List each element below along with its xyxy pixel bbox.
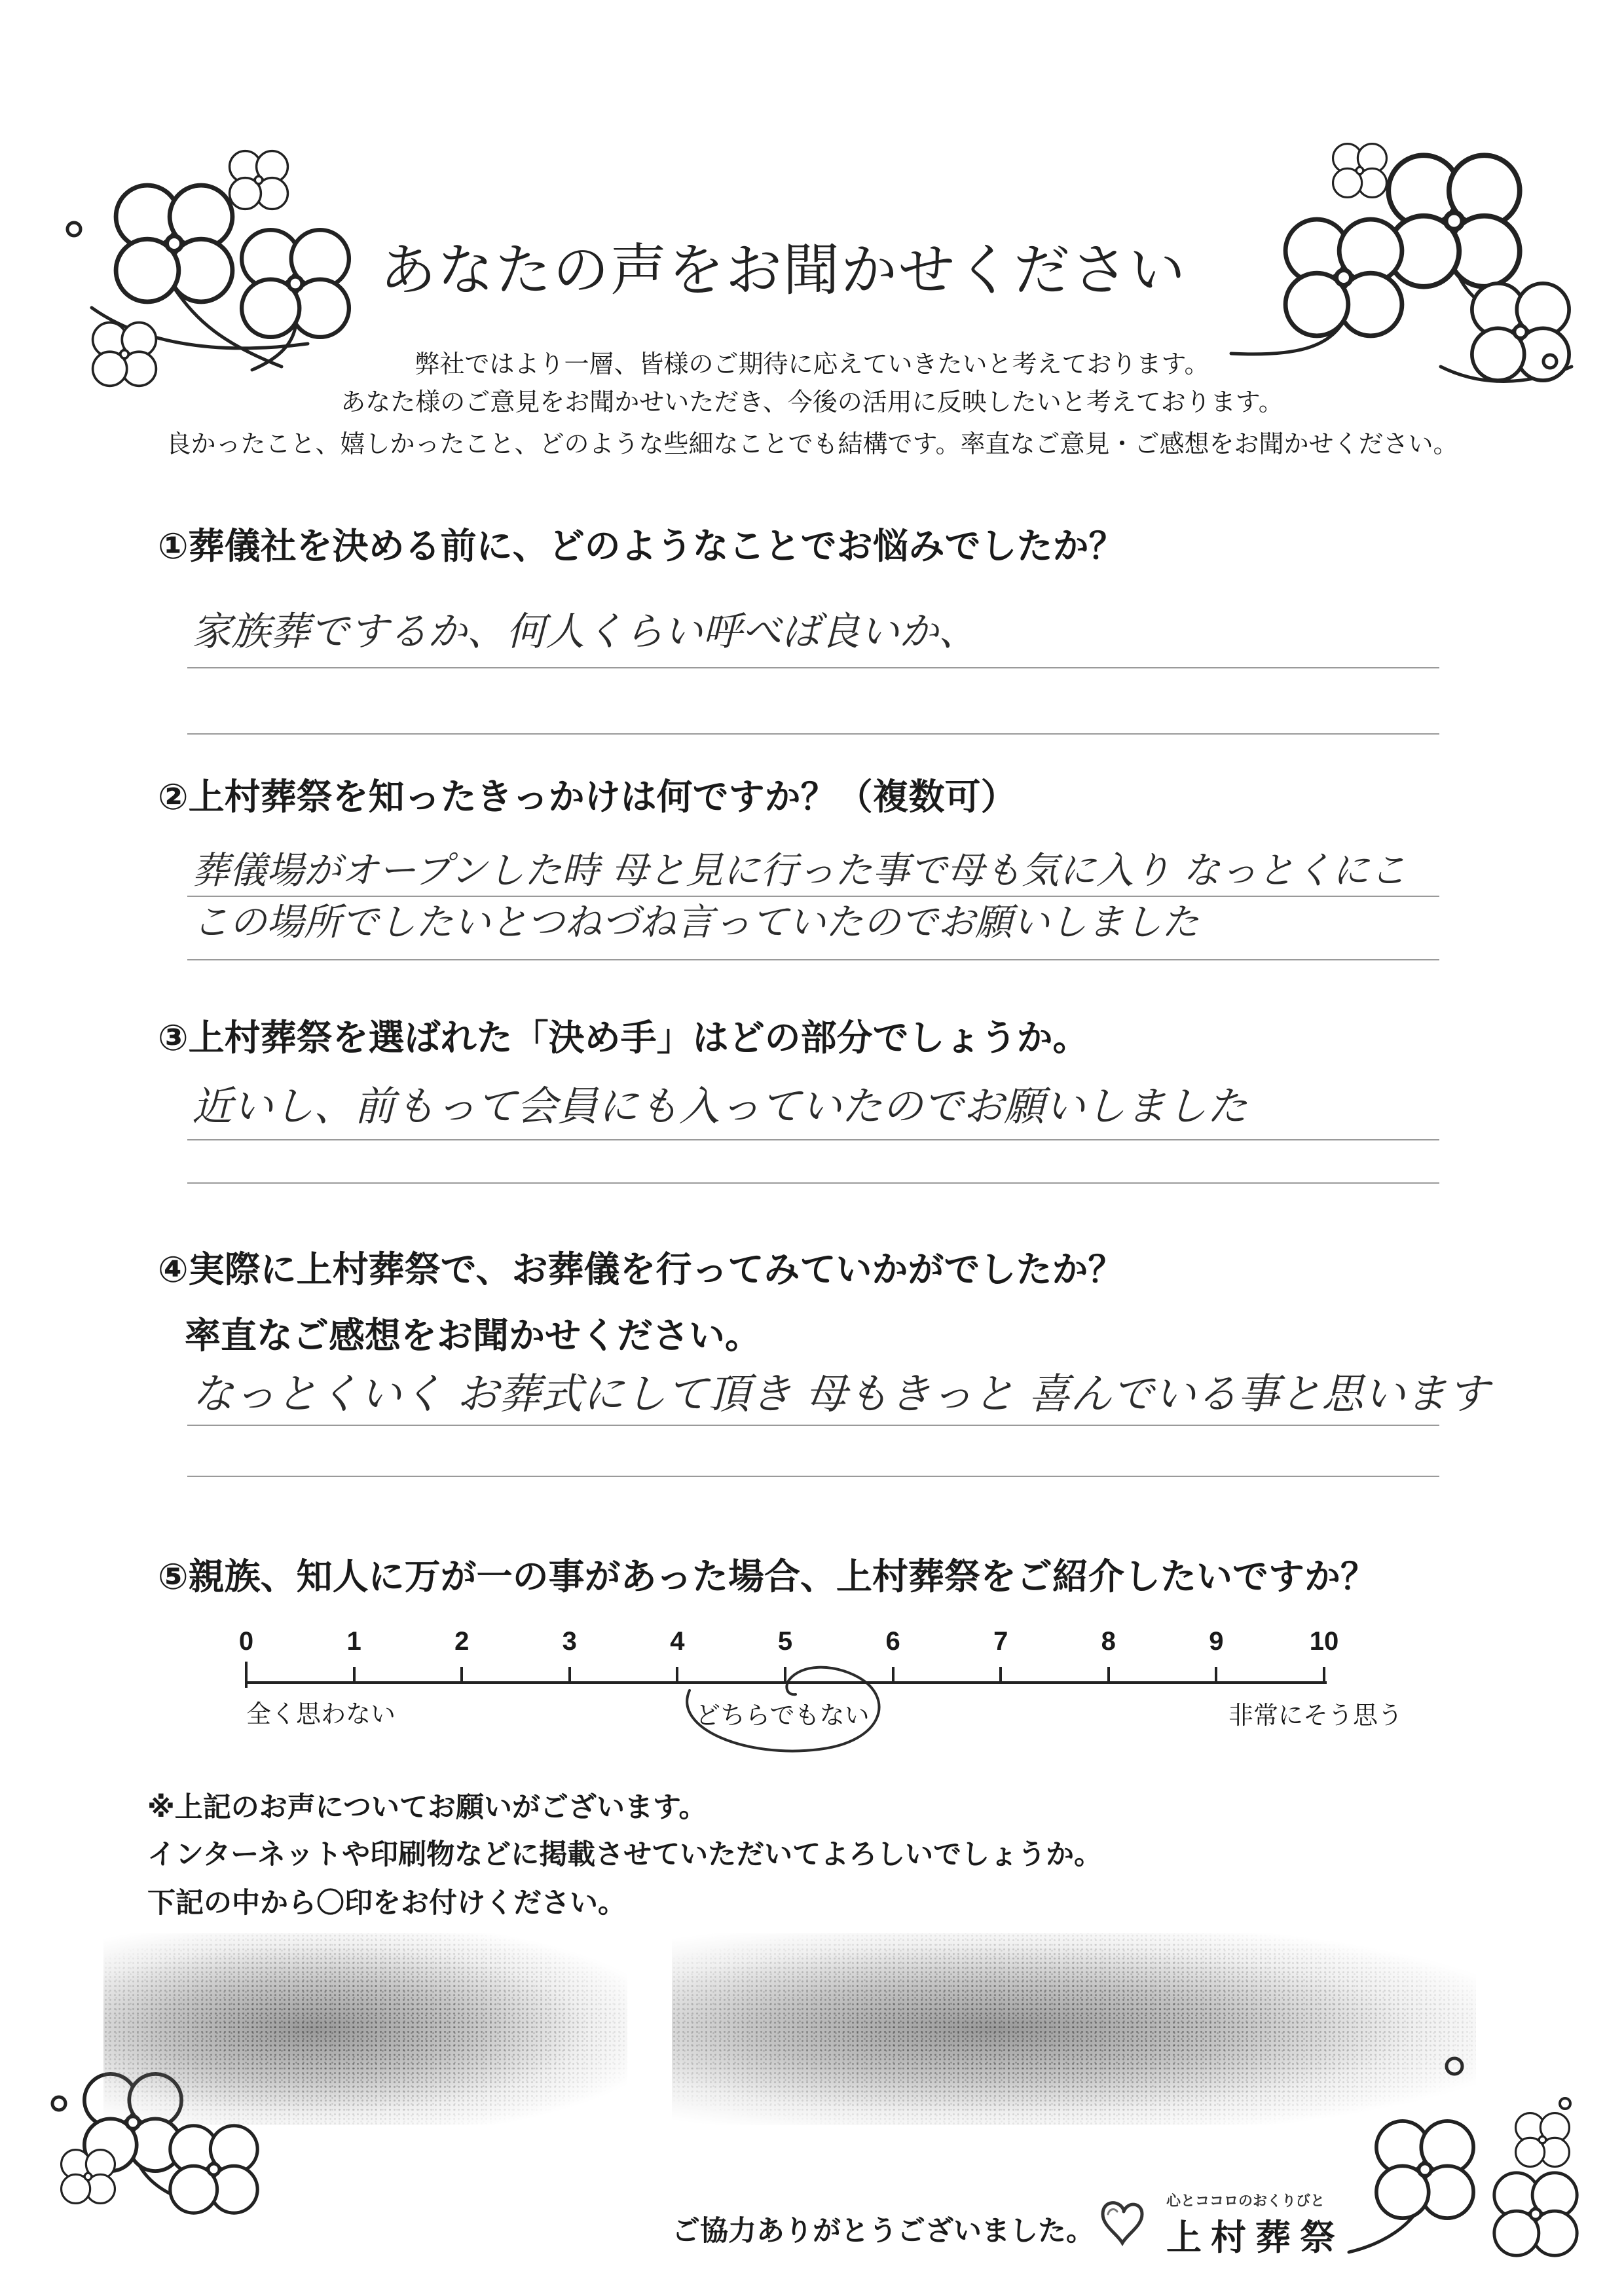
scale-tick-label: 6 <box>885 1627 900 1656</box>
question-5-label: ⑤親族、知人に万が一の事があった場合、上村葬祭をご紹介したいですか？ <box>158 1556 1377 1597</box>
scale-tick-label: 9 <box>1209 1627 1224 1656</box>
scale-mid-label: どちらでもない <box>695 1701 870 1730</box>
clover-stem-decoration <box>133 2149 196 2203</box>
scale-tick-label: 0 <box>238 1627 254 1656</box>
scale-tick-mark <box>568 1667 571 1684</box>
answer-ruled-line <box>187 959 1439 960</box>
redacted-region <box>672 1933 1476 2125</box>
clover-stem-decoration <box>1349 2196 1425 2252</box>
question-2-label: ②上村葬祭を知ったきっかけは何ですか？（複数可） <box>158 776 1017 818</box>
clover-icon <box>116 185 232 302</box>
answer-ruled-line <box>187 1476 1439 1477</box>
answer-ruled-line <box>187 733 1439 735</box>
logo-tagline: 心とココロのおくりびと <box>1166 2193 1325 2210</box>
redacted-region <box>103 1933 627 2125</box>
clover-icon <box>1388 155 1519 286</box>
scale-tick-mark <box>784 1667 786 1684</box>
flower-icon <box>1516 2113 1570 2167</box>
ring-decoration <box>1560 2098 1570 2109</box>
ring-decoration <box>52 2097 65 2110</box>
answer-ruled-line <box>187 1139 1439 1140</box>
scale-tick-mark <box>353 1667 356 1684</box>
notice-line: インターネットや印刷物などに掲載させていただいてよろしいでしょうか。 <box>147 1838 1103 1871</box>
handwritten-circle-mark <box>667 1643 903 1761</box>
scale-tick-mark <box>999 1667 1002 1684</box>
question-4-sublabel: 率直なご感想をお聞かせください。 <box>185 1315 762 1357</box>
question-4-label: ④実際に上村葬祭で、お葬儀を行ってみていかがでしたか？ <box>158 1248 1124 1290</box>
answer-ruled-line <box>187 1425 1439 1426</box>
scale-tick-label: 3 <box>562 1627 577 1656</box>
scale-tick-label: 7 <box>993 1627 1008 1656</box>
clover-icon <box>242 230 349 337</box>
scale-tick-mark <box>1215 1667 1217 1684</box>
scale-tick-mark <box>892 1667 895 1684</box>
notice-line: ※上記のお声についてお願いがございます。 <box>147 1791 707 1824</box>
intro-line: あなた様のご意見をお聞かせいただき、今後の活用に反映したいと考えております。 <box>341 388 1283 416</box>
scale-tick-mark <box>460 1667 463 1684</box>
clover-icon <box>1376 2121 1473 2218</box>
scale-tick-mark <box>1323 1667 1325 1684</box>
notice-line: 下記の中から〇印をお付けください。 <box>147 1887 626 1920</box>
question-2-handwritten-answer: 葬儀場がオープンした時 母と見に行った事で母も気に入り なっとくにこ <box>192 849 1407 892</box>
answer-ruled-line <box>187 1182 1439 1184</box>
question-3-label: ③上村葬祭を選ばれた「決め手」はどの部分でしょうか。 <box>158 1017 1089 1059</box>
question-2-handwritten-answer: この場所でしたいとつねづね言っていたのでお願いしました <box>192 901 1199 944</box>
scale-tick-label: 2 <box>454 1627 470 1656</box>
scale-max-label: 非常にそう思う <box>1228 1701 1403 1730</box>
scale-tick-label: 1 <box>346 1627 361 1656</box>
logo-company-name: 上村葬祭 <box>1166 2217 1344 2258</box>
clover-icon <box>1494 2173 1577 2255</box>
clover-icon <box>170 2126 257 2213</box>
question-3-handwritten-answer: 近いし、前もって会員にも入っていたのでお願いしました <box>192 1082 1248 1130</box>
answer-ruled-line <box>187 667 1439 668</box>
clover-icon <box>1285 219 1402 336</box>
scale-axis-line <box>246 1681 1327 1684</box>
ring-decoration <box>67 223 81 236</box>
intro-line: 弊社ではより一層、皆様のご期待に応えていきたいと考えております。 <box>415 350 1209 378</box>
question-1-handwritten-answer: 家族葬でするか、何人くらい呼べば良いか、 <box>192 609 978 655</box>
clover-stem-decoration <box>92 308 308 348</box>
page-title: あなたの声をお聞かせください <box>380 238 1187 303</box>
answer-ruled-line <box>187 896 1439 897</box>
question-1-label: ①葬儀社を決める前に、どのようなことでお悩みでしたか？ <box>158 525 1125 567</box>
clover-stem-decoration <box>1454 265 1509 314</box>
scale-min-label: 全く思わない <box>246 1700 396 1728</box>
thanks-message: ご協力ありがとうございました。 <box>672 2215 1094 2248</box>
question-4-handwritten-answer: なっとくいく お葬式にして頂き 母もきっと 喜んでいる事と思います <box>192 1370 1490 1419</box>
flower-icon <box>230 151 288 210</box>
scale-tick-label: 5 <box>777 1627 793 1656</box>
scale-tick-label: 4 <box>670 1627 685 1656</box>
flower-icon <box>62 2150 115 2204</box>
intro-line: 良かったこと、嬉しかったこと、どのような些細なことでも結構です。率直なご意見・ご感想をお聞かせください。 <box>166 429 1458 458</box>
flower-icon <box>1333 144 1387 198</box>
heart-logo-icon <box>1095 2195 1150 2250</box>
scale-tick-mark <box>245 1662 248 1688</box>
scale-tick-mark <box>1107 1667 1110 1684</box>
scale-tick-label: 10 <box>1309 1627 1339 1656</box>
scale-tick-label: 8 <box>1101 1627 1116 1656</box>
scale-tick-mark <box>676 1667 678 1684</box>
